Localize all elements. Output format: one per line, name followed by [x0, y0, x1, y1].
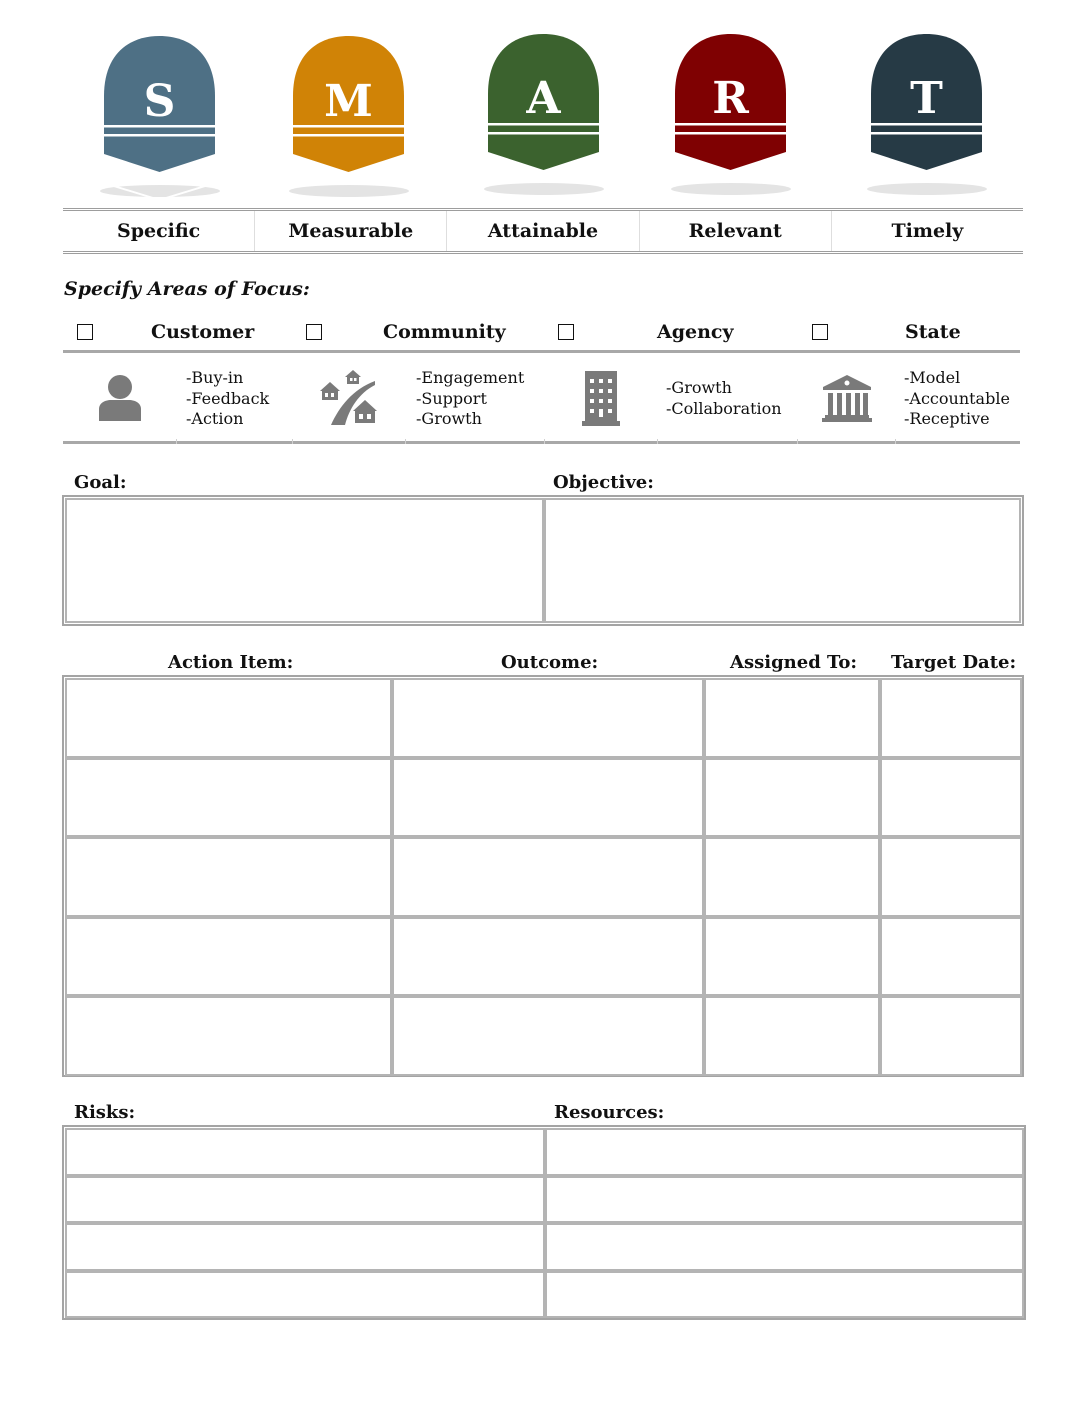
- customer-checkbox[interactable]: [77, 324, 93, 340]
- outcome-cell[interactable]: [392, 837, 704, 917]
- outcome-cell[interactable]: [392, 996, 704, 1076]
- badge-letter: M: [324, 76, 373, 127]
- list-item: -Model: [904, 368, 961, 387]
- risk-cell[interactable]: [65, 1271, 545, 1319]
- badge-r: [675, 34, 786, 204]
- list-item: -Engagement: [416, 368, 525, 387]
- target-date-cell[interactable]: [880, 758, 1022, 838]
- smart-label-specific: Specific: [63, 211, 255, 251]
- list-item: -Growth: [416, 409, 482, 428]
- focus-label-agency: Agency: [657, 321, 734, 343]
- divider: [405, 439, 406, 444]
- person-icon: [97, 373, 143, 423]
- divider: [292, 439, 293, 444]
- community-houses-icon: [319, 369, 379, 427]
- divider: [657, 439, 658, 444]
- action-item-cell[interactable]: [65, 996, 392, 1076]
- divider: [895, 439, 896, 444]
- action-item-cell[interactable]: [65, 917, 392, 997]
- action-item-cell[interactable]: [65, 758, 392, 838]
- risks-resources-table: [62, 1125, 1026, 1320]
- resources-label: Resources:: [554, 1102, 665, 1123]
- risk-cell[interactable]: [65, 1176, 545, 1224]
- list-item: -Buy-in: [186, 368, 244, 387]
- list-item: -Accountable: [904, 388, 1010, 408]
- badge-m: [293, 34, 404, 204]
- target-date-cell[interactable]: [880, 917, 1022, 997]
- goal-field[interactable]: [65, 498, 544, 623]
- assigned-to-header: Assigned To:: [730, 652, 858, 673]
- assigned-to-cell[interactable]: [704, 758, 880, 838]
- badge-a: [488, 34, 599, 204]
- agency-checkbox[interactable]: [558, 324, 574, 340]
- badge-t: [871, 34, 982, 204]
- risks-label: Risks:: [74, 1102, 136, 1123]
- objective-label: Objective:: [553, 472, 654, 493]
- target-date-cell[interactable]: [880, 678, 1022, 758]
- badge-letter: T: [910, 73, 943, 124]
- target-date-header: Target Date:: [891, 652, 1017, 673]
- badge-s: [104, 34, 215, 204]
- goal-label: Goal:: [74, 472, 127, 493]
- state-checkbox[interactable]: [812, 324, 828, 340]
- smart-label-relevant: Relevant: [640, 211, 832, 251]
- resource-cell[interactable]: [545, 1223, 1024, 1271]
- outcome-cell[interactable]: [392, 758, 704, 838]
- resource-cell[interactable]: [545, 1271, 1024, 1319]
- list-item: -Receptive: [904, 409, 990, 428]
- assigned-to-cell[interactable]: [704, 996, 880, 1076]
- focus-label-state: State: [905, 321, 961, 343]
- target-date-cell[interactable]: [880, 996, 1022, 1076]
- outcome-header: Outcome:: [501, 652, 599, 673]
- community-list: [416, 368, 524, 430]
- action-table: [62, 675, 1024, 1077]
- community-checkbox[interactable]: [306, 324, 322, 340]
- outcome-cell[interactable]: [392, 917, 704, 997]
- assigned-to-cell[interactable]: [704, 917, 880, 997]
- list-item: -Support: [416, 388, 487, 408]
- focus-section-title: Specify Areas of Focus:: [64, 278, 310, 300]
- smart-label-attainable: Attainable: [447, 211, 639, 251]
- focus-label-community: Community: [383, 321, 506, 343]
- focus-header-row: [63, 318, 1020, 353]
- assigned-to-cell[interactable]: [704, 837, 880, 917]
- government-building-icon: [821, 373, 873, 423]
- smart-label-measurable: Measurable: [255, 211, 447, 251]
- action-item-cell[interactable]: [65, 837, 392, 917]
- action-item-cell[interactable]: [65, 678, 392, 758]
- smart-labels-row: [63, 208, 1023, 254]
- risk-cell[interactable]: [65, 1128, 545, 1176]
- outcome-cell[interactable]: [392, 678, 704, 758]
- list-item: -Collaboration: [666, 398, 782, 418]
- list-item: -Action: [186, 409, 244, 428]
- customer-list: [186, 368, 269, 430]
- badge-letter: R: [712, 73, 749, 124]
- agency-list: [666, 378, 782, 419]
- objective-field[interactable]: [544, 498, 1021, 623]
- divider: [176, 439, 177, 444]
- badge-letter: S: [143, 76, 176, 127]
- office-building-icon: [582, 369, 620, 427]
- focus-details-row: [63, 353, 1020, 444]
- smart-label-timely: Timely: [891, 220, 964, 242]
- risk-cell[interactable]: [65, 1223, 545, 1271]
- assigned-to-cell[interactable]: [704, 678, 880, 758]
- focus-label-customer: Customer: [151, 321, 255, 343]
- resource-cell[interactable]: [545, 1128, 1024, 1176]
- state-list: [904, 368, 1010, 430]
- action-item-header: Action Item:: [168, 652, 294, 673]
- target-date-cell[interactable]: [880, 837, 1022, 917]
- resource-cell[interactable]: [545, 1176, 1024, 1224]
- list-item: -Feedback: [186, 388, 270, 408]
- list-item: -Growth: [666, 378, 732, 397]
- goal-objective-table: [62, 495, 1024, 626]
- divider: [544, 439, 545, 444]
- divider: [797, 439, 798, 444]
- badge-letter: A: [526, 73, 561, 124]
